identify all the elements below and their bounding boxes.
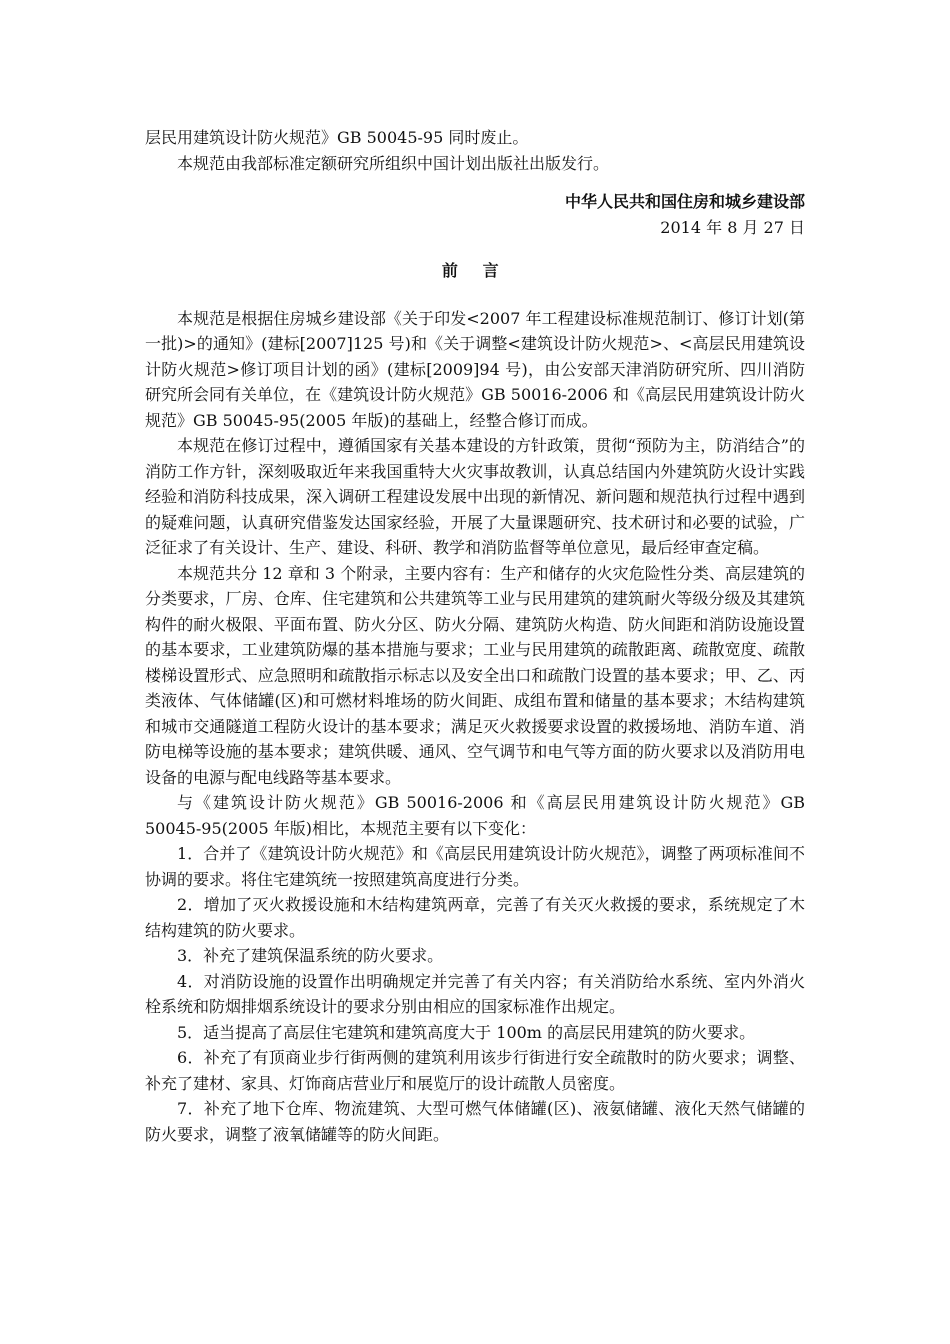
foreword-paragraph: 本规范是根据住房城乡建设部《关于印发<2007 年工程建设标准规范制订、修订计划(第一批)>的通知》(建标[2007]125 号)和《关于调整<建筑设计防火规范>、<高层民用建筑设计防火规范>修订项目计划的函》(建标[2009]94 号)，由公安部天津消防研究所、四川消防研究所会同有关单位，在《建筑设计防火规范》GB 50016-2006 和《高层民用建筑设计防火规范》GB 50045-95(2005 年版)的基础上，经整合修订而成。 — [145, 308, 805, 430]
change-item: 7．补充了地下仓库、物流建筑、大型可燃气体储罐(区)、液氨储罐、液化天然气储罐的防火要求，调整了液氧储罐等的防火间距。 — [145, 1099, 805, 1144]
change-item: 3．补充了建筑保温系统的防火要求。 — [177, 946, 444, 965]
continued-text-line: 层民用建筑设计防火规范》GB 50045-95 同时废止。 — [145, 128, 529, 147]
change-item: 2．增加了灭火救援设施和木结构建筑两章，完善了有关灭火救援的要求，系统规定了木结构建筑的防火要求。 — [145, 895, 805, 940]
signature-block — [145, 189, 805, 240]
foreword-title: 前 言 — [441, 261, 509, 280]
change-item: 1．合并了《建筑设计防火规范》和《高层民用建筑设计防火规范》，调整了两项标准间不协调的要求。将住宅建筑统一按照建筑高度进行分类。 — [145, 844, 805, 889]
change-item: 6．补充了有顶商业步行街两侧的建筑利用该步行街进行安全疏散时的防火要求；调整、补充了建材、家具、灯饰商店营业厅和展览厅的设计疏散人员密度。 — [145, 1048, 805, 1093]
issuer-name: 中华人民共和国住房和城乡建设部 — [564, 192, 805, 211]
document-page — [145, 125, 805, 1147]
issue-date: 2014 年 8 月 27 日 — [660, 217, 805, 237]
change-item: 5．适当提高了高层住宅建筑和建筑高度大于 100m 的高层民用建筑的防火要求。 — [177, 1022, 756, 1042]
foreword-paragraph: 与《建筑设计防火规范》GB 50016-2006 和《高层民用建筑设计防火规范》GB 50045-95(2005 年版)相比，本规范主要有以下变化： — [145, 793, 805, 838]
change-item: 4．对消防设施的设置作出明确规定并完善了有关内容；有关消防给水系统、室内外消火栓系统和防烟排烟系统设计的要求分别由相应的国家标准作出规定。 — [145, 971, 805, 1016]
foreword-paragraph: 本规范共分 12 章和 3 个附录，主要内容有：生产和储存的火灾危险性分类、高层建筑的分类要求，厂房、仓库、住宅建筑和公共建筑等工业与民用建筑的建筑耐火等级分级及其建筑构件的耐火极限、平面布置、防火分区、防火分隔、建筑防火构造、防火间距和消防设施设置的基本要求，工业建筑防爆的基本措施与要求；工业与民用建筑的疏散距离、疏散宽度、疏散楼梯设置形式、应急照明和疏散指示标志以及安全出口和疏散门设置的基本要求；甲、乙、丙类液体、气体储罐(区)和可燃材料堆场的防火间距、成组布置和储量的基本要求；木结构建筑和城市交通隧道工程防火设计的基本要求；满足灭火救援要求设置的救援场地、消防车道、消防电梯等设施的基本要求；建筑供暖、通风、空气调节和电气等方面的防火要求以及消防用电设备的电源与配电线路等基本要求。 — [145, 563, 805, 787]
publisher-note: 本规范由我部标准定额研究所组织中国计划出版社出版发行。 — [177, 153, 610, 173]
foreword-paragraph: 本规范在修订过程中，遵循国家有关基本建设的方针政策，贯彻“预防为主，防消结合”的消防工作方针，深刻吸取近年来我国重特大火灾事故教训，认真总结国内外建筑防火设计实践经验和消防科技成果，深入调研工程建设发展中出现的新情况、新问题和规范执行过程中遇到的疑难问题，认真研究借鉴发达国家经验，开展了大量课题研究、技术研讨和必要的试验，广泛征求了有关设计、生产、建设、科研、教学和消防监督等单位意见，最后经审查定稿。 — [145, 436, 805, 557]
